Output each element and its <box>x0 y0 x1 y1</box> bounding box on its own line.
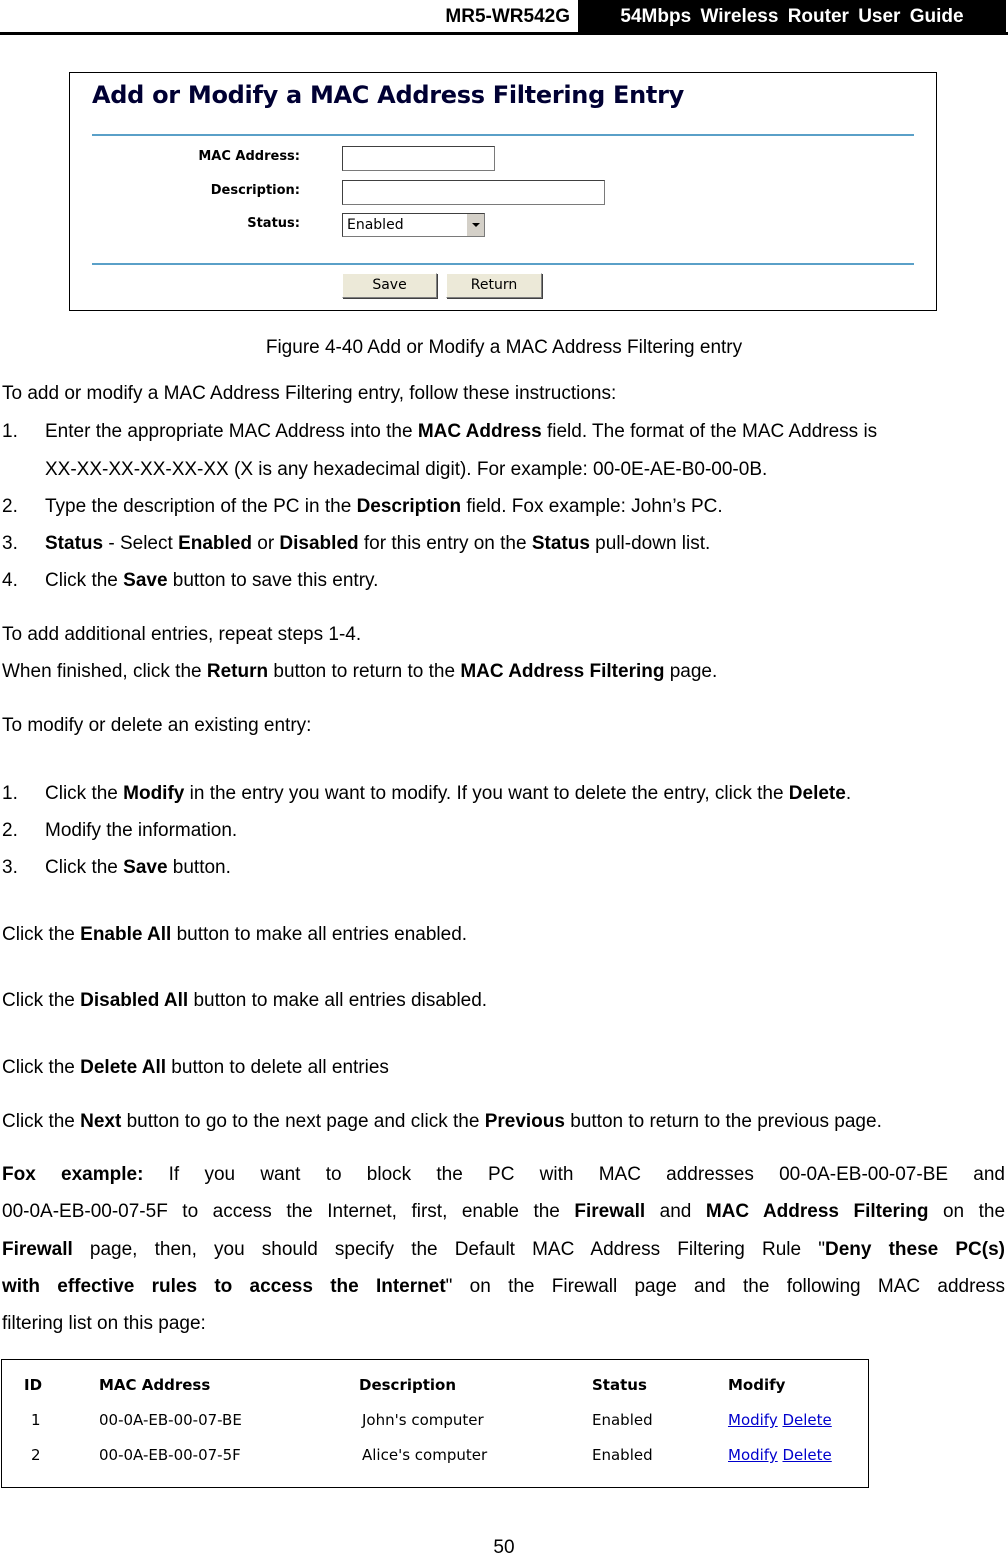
status-select-value: Enabled <box>347 217 404 233</box>
row-2-actions <box>728 1446 832 1464</box>
divider-bottom <box>92 263 914 265</box>
row-1-id: 1 <box>31 1411 41 1429</box>
mac-address-input[interactable] <box>342 146 495 171</box>
delete-all-text: Click the Delete All button to delete all entries <box>2 1057 389 1078</box>
example-line-5: filtering list on this page: <box>2 1313 206 1334</box>
header-rule <box>0 32 1008 35</box>
row-1-status: Enabled <box>592 1411 653 1429</box>
page-number: 50 <box>493 1537 515 1555</box>
step-number: 1. <box>2 421 18 442</box>
example-line-3: Firewall page, then, you should specify the Default MAC Address Filtering Rule "Deny these PC(s) <box>2 1239 1005 1260</box>
example-line-1: Fox example: If you want to block the PC with MAC addresses 00-0A-EB-00-07-BE and <box>2 1164 1005 1185</box>
modify-step-1-text: Click the Modify in the entry you want to modify. If you want to delete the entry, click the Delete. <box>45 783 852 804</box>
example-line-2: 00-0A-EB-00-07-5F to access the Internet, first, enable the Firewall and MAC Address Filtering on the <box>2 1201 1006 1222</box>
description-label: Description: <box>210 183 300 198</box>
col-header-modify: Modify <box>728 1376 786 1394</box>
status-select[interactable] <box>342 213 485 237</box>
step-1-format: XX-XX-XX-XX-XX-XX (X is any hexadecimal digit). For example: 00-0E-AE-B0-00-0B. <box>45 459 768 480</box>
row-2-description: Alice's computer <box>362 1446 488 1464</box>
mac-filter-form-panel <box>69 72 937 311</box>
step-number: 4. <box>2 570 18 591</box>
step-1-text: Enter the appropriate MAC Address into the MAC Address field. The format of the MAC Address is <box>45 421 878 442</box>
row-2-modify-link[interactable]: Modify <box>728 1446 778 1464</box>
step-4-text: Click the Save button to save this entry. <box>45 570 379 591</box>
save-button[interactable]: Save <box>342 273 437 298</box>
row-2-status: Enabled <box>592 1446 653 1464</box>
row-1-modify-link[interactable]: Modify <box>728 1411 778 1429</box>
row-1-description: John's computer <box>362 1411 484 1429</box>
status-label: Status: <box>247 216 300 231</box>
finished-text: When finished, click the Return button to return to the MAC Address Filtering page. <box>2 661 718 682</box>
add-more-text: To add additional entries, repeat steps 1-4. <box>2 624 362 645</box>
step-number: 3. <box>2 533 18 554</box>
row-2-id: 2 <box>31 1446 41 1464</box>
chevron-down-icon[interactable] <box>466 214 484 236</box>
modify-step-2-text: Modify the information. <box>45 820 238 841</box>
panel-title: Add or Modify a MAC Address Filtering Entry <box>92 81 684 109</box>
row-2-mac: 00-0A-EB-00-07-5F <box>99 1446 241 1464</box>
step-number: 2. <box>2 820 18 841</box>
intro-text: To add or modify a MAC Address Filtering entry, follow these instructions: <box>2 383 617 404</box>
col-header-id: ID <box>24 1376 43 1394</box>
step-number: 2. <box>2 496 18 517</box>
col-header-description: Description <box>359 1376 457 1394</box>
step-3-text: Status - Select Enabled or Disabled for this entry on the Status pull-down list. <box>45 533 711 554</box>
mac-address-label: MAC Address: <box>198 149 300 164</box>
row-1-delete-link[interactable]: Delete <box>782 1411 832 1429</box>
col-header-status: Status <box>592 1376 647 1394</box>
col-header-mac: MAC Address <box>99 1376 211 1394</box>
figure-caption: Figure 4-40 Add or Modify a MAC Address Filtering entry <box>265 337 743 358</box>
step-2-text: Type the description of the PC in the Description field. Fox example: John’s PC. <box>45 496 723 517</box>
doc-guide-title: 54Mbps Wireless Router User Guide <box>578 0 1006 34</box>
description-input[interactable] <box>342 180 605 205</box>
enable-all-text: Click the Enable All button to make all entries enabled. <box>2 924 468 945</box>
return-button[interactable]: Return <box>446 273 542 298</box>
modify-intro-text: To modify or delete an existing entry: <box>2 715 312 736</box>
row-1-mac: 00-0A-EB-00-07-BE <box>99 1411 242 1429</box>
example-line-4: with effective rules to access the Internet" on the Firewall page and the following MAC address <box>2 1276 1005 1297</box>
divider-top <box>92 134 914 136</box>
doc-model: MR5-WR542G <box>445 6 570 27</box>
disabled-all-text: Click the Disabled All button to make all entries disabled. <box>2 990 488 1011</box>
mac-filter-list-table <box>1 1359 869 1488</box>
step-number: 3. <box>2 857 18 878</box>
step-number: 1. <box>2 783 18 804</box>
row-1-actions <box>728 1411 832 1429</box>
modify-step-3-text: Click the Save button. <box>45 857 231 878</box>
row-2-delete-link[interactable]: Delete <box>782 1446 832 1464</box>
next-previous-text: Click the Next button to go to the next page and click the Previous button to return to the previous page. <box>2 1111 882 1132</box>
